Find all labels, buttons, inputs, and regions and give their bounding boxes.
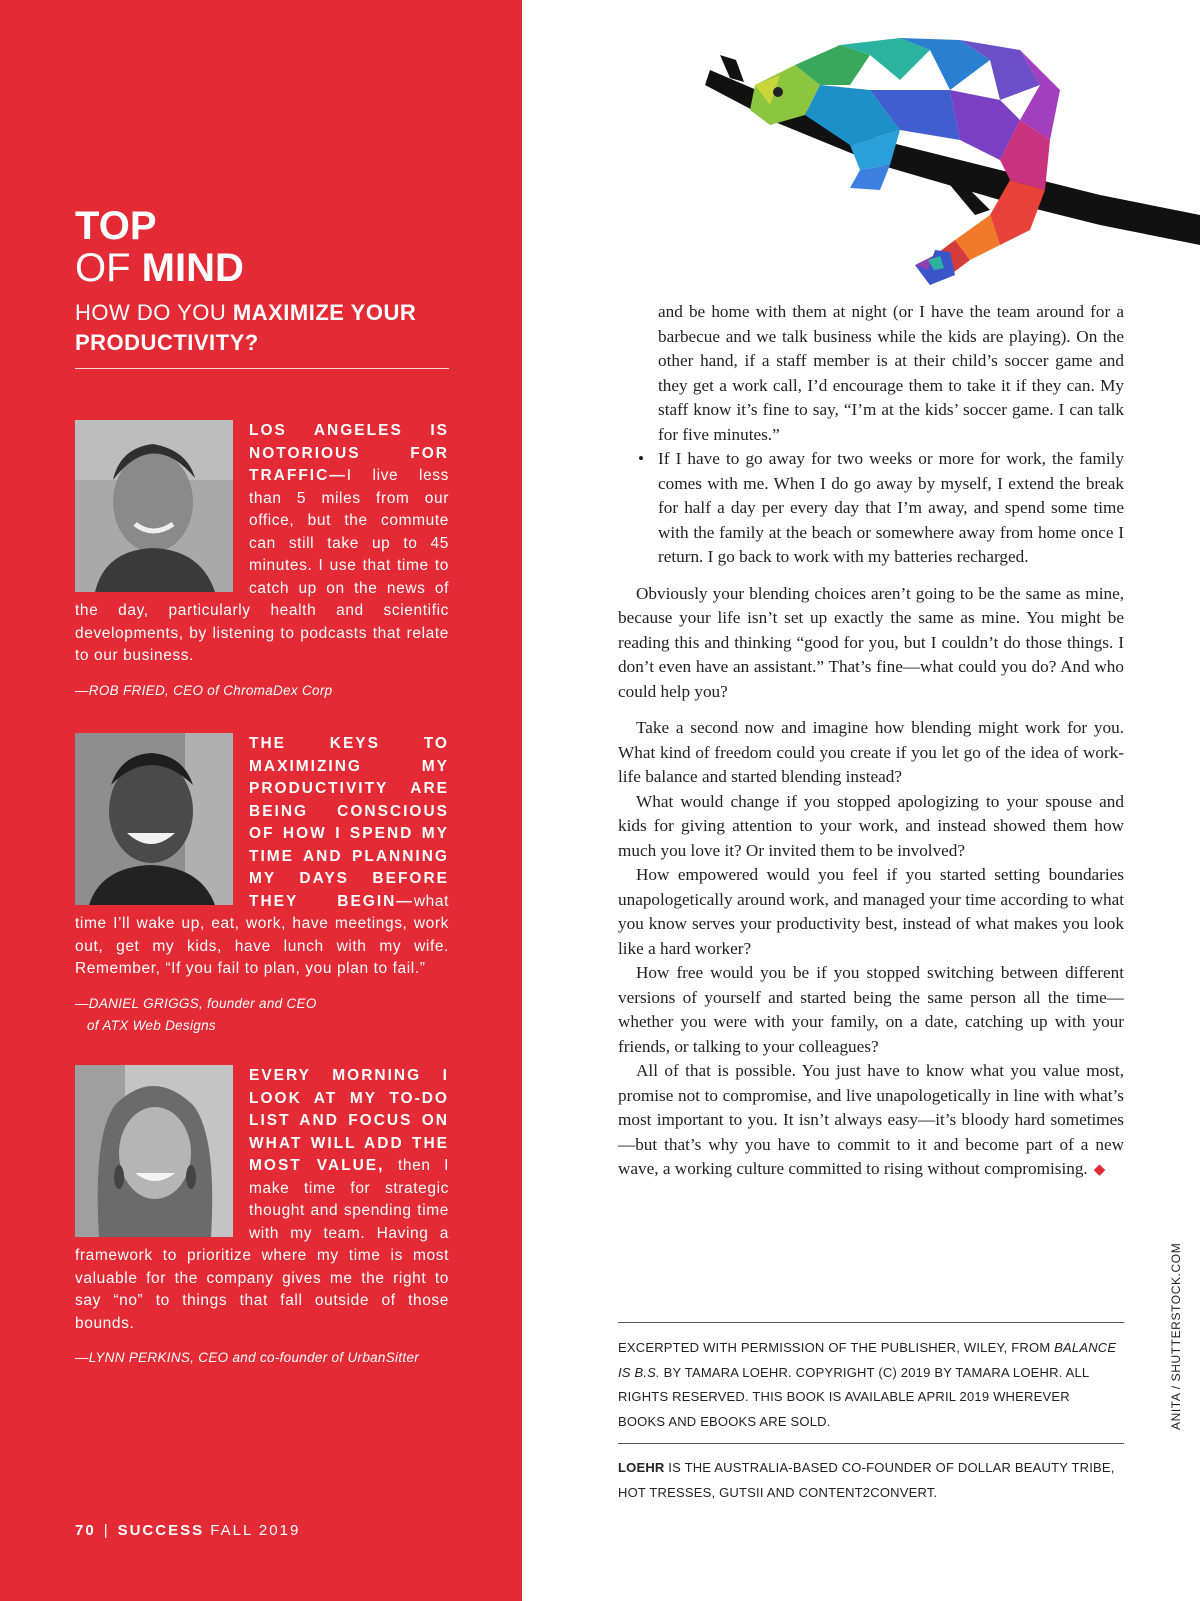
excerpt-divider — [618, 1322, 1124, 1323]
article-list — [618, 300, 1124, 570]
author-bio — [618, 1456, 1118, 1505]
profile-daniel-griggs — [75, 733, 449, 1037]
attribution-line: —LYNN PERKINS, CEO and co-founder of UrbanSitter — [75, 1350, 420, 1365]
bio-text: IS THE AUSTRALIA-BASED CO-FOUNDER OF DOLLAR BEAUTY TRIBE, HOT TRESSES, GUTSII AND CONTENT2CONVERT. — [618, 1460, 1115, 1500]
book-title: BALANCE IS B.S. — [618, 1340, 1117, 1380]
attribution-line-2: of ATX Web Designs — [87, 1017, 216, 1033]
quote-lead: LOS ANGELES IS NOTORIOUS FOR TRAFFIC— — [249, 422, 449, 484]
sidebar-divider — [75, 368, 449, 369]
photo-credit: ANITA / SHUTTERSTOCK.COM — [1169, 1242, 1183, 1430]
list-item-continued: and be home with them at night (or I have the team around for a barbecue and we talk business while the kids are playing). On the other hand, if a staff member is at their child’s soccer game and they get a work call, I’d encourage them to take it if they can. My staff know it’s fine to say, “I’m at the kids’ soccer game. I can talk for five minutes.” — [658, 302, 1124, 444]
excerpt-text: EXCERPTED WITH PERMISSION OF THE PUBLISHER, WILEY, FROM — [618, 1340, 1055, 1355]
profile-lynn-perkins — [75, 1065, 449, 1369]
article-body — [618, 300, 1124, 1183]
profile-rob-fried — [75, 420, 449, 702]
section-title — [75, 205, 244, 289]
quote-body: then I make time for strategic thought and spending time with my team. Having a framework to prioritize where my time is most valuable for the company gives me the right to say “no” to things that fall outside of those bounds. — [75, 1157, 449, 1332]
portrait-photo-lynn-perkins — [75, 1065, 233, 1237]
article-paragraph-final — [618, 1059, 1124, 1183]
attribution — [75, 993, 449, 1037]
quote-body: what time I’ll wake up, eat, work, have meetings, work out, get my kids, have lunch with my wife. Remember, “If you fail to plan, you plan to fail.” — [75, 892, 449, 977]
page-footer — [75, 1522, 300, 1539]
quote-body: I live less than 5 miles from our office, but the commute can still take up to 45 minutes. I use that time to catch up on the news of the day, particularly health and scientific developments, by listening to podcasts that relate to our business. — [75, 467, 449, 664]
article-paragraph: What would change if you stopped apologizing to your spouse and kids for giving attention to your work, and instead showed them how much you love it? Or invited them to be involved? — [618, 791, 1124, 860]
final-paragraph-text: All of that is possible. You just have to know what you value most, promise not to compromise, and live unapologetically in line with what’s most important to you. It isn’t always easy—it’s bloody hard sometimes—but that’s why you have to commit to it and become part of a new wave, a working culture committed to rising without compromising. — [618, 1061, 1124, 1178]
magazine-name: SUCCESS — [117, 1522, 205, 1539]
chameleon-illustration — [700, 30, 1200, 290]
excerpt-note — [618, 1336, 1118, 1434]
question-light: HOW DO YOU — [75, 300, 233, 325]
attribution — [75, 1347, 449, 1369]
quote-lead: THE KEYS TO MAXIMIZING MY PRODUCTIVITY ARE BEING CONSCIOUS OF HOW I SPEND MY TIME AND PLANNING MY DAYS BEFORE THEY BEGIN— — [249, 735, 449, 910]
bio-divider — [618, 1443, 1124, 1444]
article-paragraph: Obviously your blending choices aren’t going to be the same as mine, because your life isn’t set up exactly the same as mine. You might be reading this and thinking “good for you, but I couldn’t do those things. I don’t even have an assistant.” That’s fine—what could you do? And who could help you? — [618, 583, 1124, 701]
attribution-line: —DANIEL GRIGGS, founder and CEO — [75, 995, 317, 1011]
attribution-line: —ROB FRIED, CEO of ChromaDex Corp — [75, 682, 333, 698]
excerpt-text-2: BY TAMARA LOEHR. COPYRIGHT (C) 2019 BY TAMARA LOEHR. ALL RIGHTS RESERVED. THIS BOOK IS AVAILABLE APRIL 2019 WHEREVER BOOKS AND EBOOKS ARE SOLD. — [618, 1364, 1089, 1429]
title-of: OF — [75, 246, 142, 290]
article-paragraph: How empowered would you feel if you started setting boundaries unapologetically around work, and managed your time according to what you know serves your productivity best, instead of what makes you look like a hard worker? — [618, 865, 1124, 958]
question-bold: MAXIMIZE YOUR PRODUCTIVITY? — [75, 300, 417, 355]
page-number: 70 — [75, 1522, 96, 1539]
title-mind: MIND — [141, 246, 244, 290]
portrait-photo-daniel-griggs — [75, 733, 233, 905]
author-name: LOEHR — [618, 1460, 665, 1475]
section-question — [75, 298, 455, 358]
quote-lead: EVERY MORNING I LOOK AT MY TO-DO LIST AND FOCUS ON WHAT WILL ADD THE MOST VALUE, — [249, 1067, 449, 1174]
attribution — [75, 680, 449, 702]
issue-label: FALL 2019 — [204, 1522, 301, 1539]
end-mark-icon: ◆ — [1093, 1162, 1106, 1178]
article-paragraph: How free would you be if you stopped switching between different versions of yourself and started being the same person all the time—whether you were with your family, on a date, catching up with your friends, or talking to your colleagues? — [618, 963, 1124, 1056]
title-top: TOP — [75, 204, 157, 248]
portrait-photo-rob-fried — [75, 420, 233, 592]
footer-separator: | — [103, 1522, 110, 1539]
list-item-bullet: • If I have to go away for two weeks or more for work, the family comes with me. When I do go away by myself, I extend the break for half a day per every day that I’m away, and spend some time with the family at the beach or somewhere away from home once I return. I go back to work with my batteries recharged. — [658, 447, 1124, 570]
article-paragraph: Take a second now and imagine how blending might work for you. What kind of freedom could you create if you let go of the idea of work-life balance and started blending instead? — [618, 718, 1124, 786]
